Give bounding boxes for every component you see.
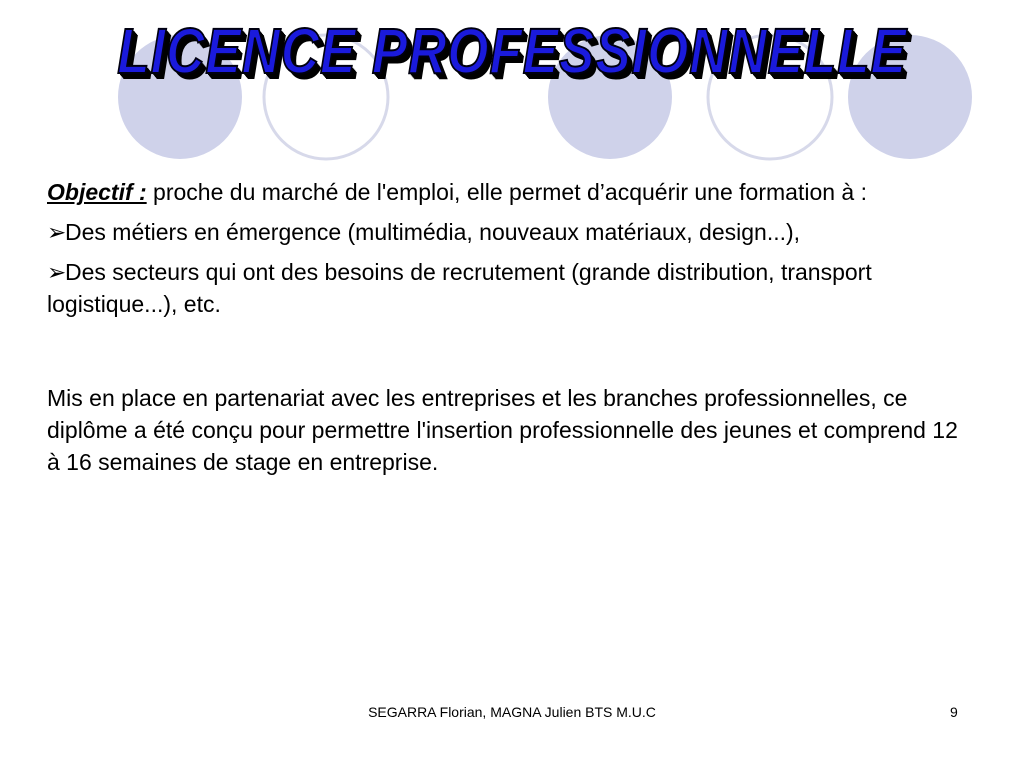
description-paragraph: Mis en place en partenariat avec les entreprises et les branches professionnelles, ce diplôme a été conçu pour permettre l'insertion professionnelle des jeunes et comprend 12 à 16 semaines de stage en entreprise. [47,385,958,475]
objective-text: proche du marché de l'emploi, elle permet d’acquérir une formation à : [146,179,867,205]
arrow-bullet-icon: ➢ [47,259,67,285]
arrow-bullet-icon: ➢ [47,219,67,245]
slide-footer: SEGARRA Florian, MAGNA Julien BTS M.U.C [368,704,656,720]
bullet-text: Des métiers en émergence (multimédia, nouveaux matériaux, design...), [65,219,801,245]
bullet-item [47,216,967,248]
objective-paragraph [47,176,967,208]
slide-body [47,176,967,478]
page-number: 9 [950,704,958,720]
slide-title: LICENCE PROFESSIONNELLE [117,15,907,87]
bullet-item [47,256,967,320]
bullet-text: Des secteurs qui ont des besoins de recrutement (grande distribution, transport logistique...), etc. [47,259,872,317]
objective-label: Objectif : [47,179,147,205]
